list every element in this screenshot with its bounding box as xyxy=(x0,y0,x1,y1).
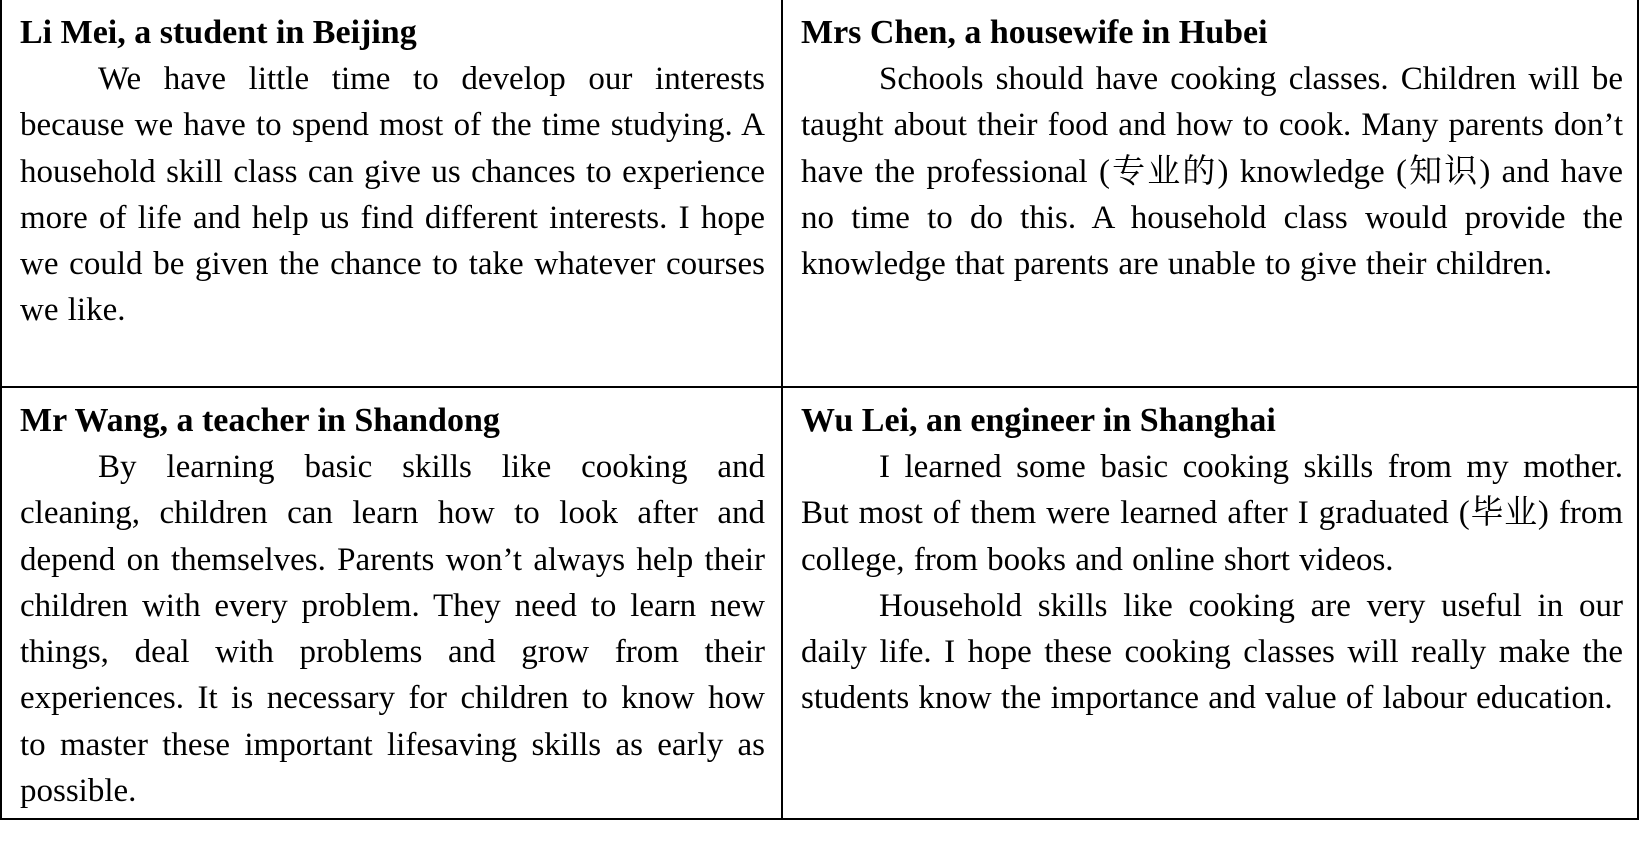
cell-heading: Mr Wang, a teacher in Shandong xyxy=(20,402,500,439)
cell-paragraph: Household skills like cooking are very useful in our daily life. I hope these cooking classes will really make the students know the importance and value of labour education. xyxy=(801,587,1623,717)
cell-wu-lei xyxy=(783,388,1637,818)
cell-heading: Mrs Chen, a housewife in Hubei xyxy=(801,14,1268,51)
cell-paragraph: I learned some basic cooking skills from my mother. But most of them were learned after I graduated (毕业) from college, from books and online short videos. xyxy=(801,449,1623,578)
cell-mr-wang xyxy=(2,388,783,818)
cell-paragraph: By learning basic skills like cooking and cleaning, children can learn how to look after and depend on themselves. Parents won’t always help their children with every problem. They need to learn new things, deal with problems and grow from their experiences. It is necessary for children to know how to master these important lifesaving skills as early as possible. xyxy=(20,449,765,810)
cell-mrs-chen xyxy=(783,0,1637,388)
cell-li-mei xyxy=(2,0,783,388)
cell-paragraph: Schools should have cooking classes. Children will be taught about their food and how to cook. Many parents don’t have the professional (专业的) knowledge (知识) and have no time to do this. A household class would provide the knowledge that parents are unable to give their children. xyxy=(801,61,1623,283)
cell-paragraph: We have little time to develop our interests because we have to spend most of the time studying. A household skill class can give us chances to experience more of life and help us find different interests. I hope we could be given the chance to take whatever courses we like. xyxy=(20,61,765,329)
cell-heading: Wu Lei, an engineer in Shanghai xyxy=(801,402,1276,439)
page-margin xyxy=(0,820,1641,867)
cell-heading: Li Mei, a student in Beijing xyxy=(20,14,417,51)
